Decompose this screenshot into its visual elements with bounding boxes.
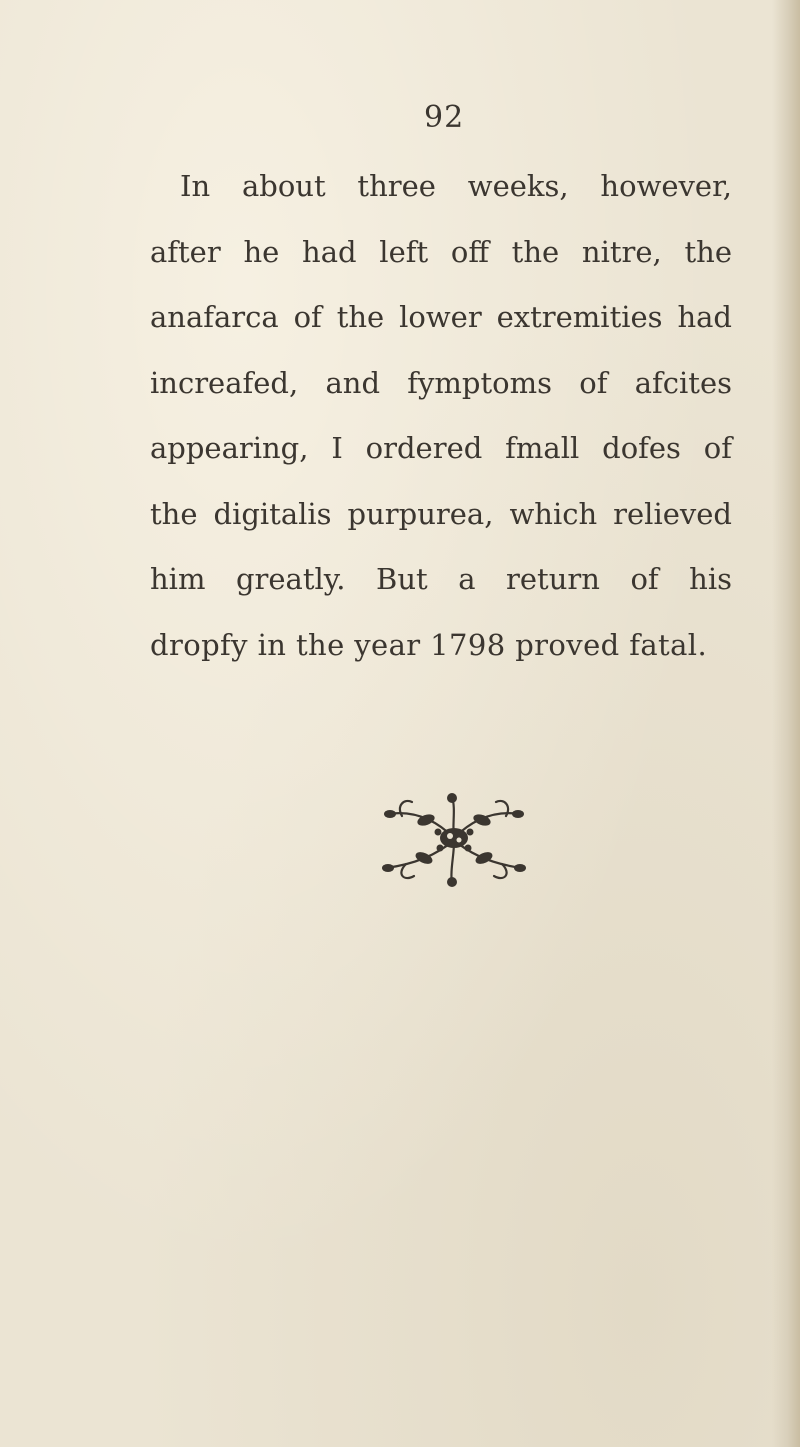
text-line: him greatly. But a return of his	[150, 562, 732, 596]
text-line: anafarca of the lower extremities had	[150, 300, 732, 334]
text-line: increafed, and fymptoms of afcites	[150, 365, 732, 400]
text-line: appearing, I ordered fmall dofes of	[150, 431, 732, 465]
body-paragraph	[150, 154, 732, 678]
text-line: after he had left off the nitre, the	[150, 234, 732, 269]
floral-vignette-icon	[366, 780, 542, 892]
page-edge-shadow	[772, 0, 800, 1447]
text-line: In about three weeks, however,	[180, 169, 732, 203]
text-line: dropfy in the year 1798 proved fatal.	[150, 627, 708, 662]
text-line: the digitalis purpurea, which relieved	[150, 496, 732, 531]
page-number: 92	[424, 100, 465, 135]
